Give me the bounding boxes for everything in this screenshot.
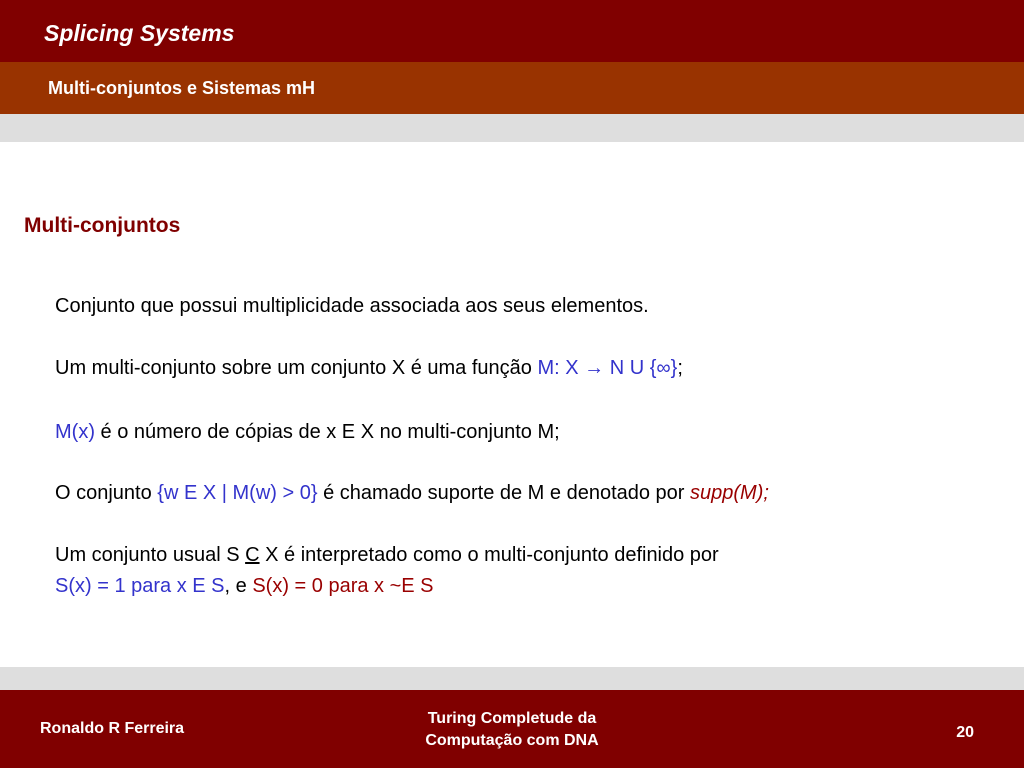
paragraph-copies [55,420,560,444]
paragraph-definition [55,294,649,318]
bottom-divider-band [0,667,1024,690]
subtitle-bar [0,62,1024,114]
paragraph-characteristic [55,574,434,598]
footer-presentation-title [362,708,662,752]
top-divider-band [0,114,1024,142]
formula-mx: M(x) [55,421,95,443]
formula-function: M: X → N U {∞} [537,357,678,379]
subset-symbol: C [245,544,260,566]
paragraph-text: Conjunto que possui multiplicidade associada aos seus elementos. [55,295,649,317]
paragraph-function [55,356,683,380]
paragraph-text: O conjunto [55,482,158,504]
section-heading: Multi-conjuntos [24,214,181,237]
page-number: 20 [956,724,974,741]
paragraph-text: ; [677,357,683,379]
formula-sx-one: S(x) = 1 para x E S [55,575,225,597]
footer-author: Ronaldo R Ferreira [40,720,185,737]
paragraph-support [55,481,769,505]
formula-support-set: {w E X | M(w) > 0} [157,482,318,504]
formula-supp: supp(M); [690,482,769,504]
paragraph-text: , e [224,575,253,597]
paragraph-text: é chamado suporte de M e denotado por [317,482,691,504]
paragraph-text: Um conjunto usual S [55,544,246,566]
footer-title-line-2: Computação com DNA [425,732,599,749]
paragraph-usual-set [55,543,719,567]
title-bar [0,0,1024,62]
paragraph-text: Um multi-conjunto sobre um conjunto X é uma função [55,357,538,379]
footer-title-line-1: Turing Completude da [427,710,597,727]
paragraph-text: é o número de cópias de x E X no multi-conjunto M; [94,421,560,443]
slide-title: Splicing Systems [44,20,235,46]
paragraph-text: X é interpretado como o multi-conjunto definido por [259,544,719,566]
formula-sx-zero: S(x) = 0 para x ~E S [252,575,434,597]
footer-bar [0,690,1024,768]
slide-subtitle: Multi-conjuntos e Sistemas mH [48,78,316,98]
